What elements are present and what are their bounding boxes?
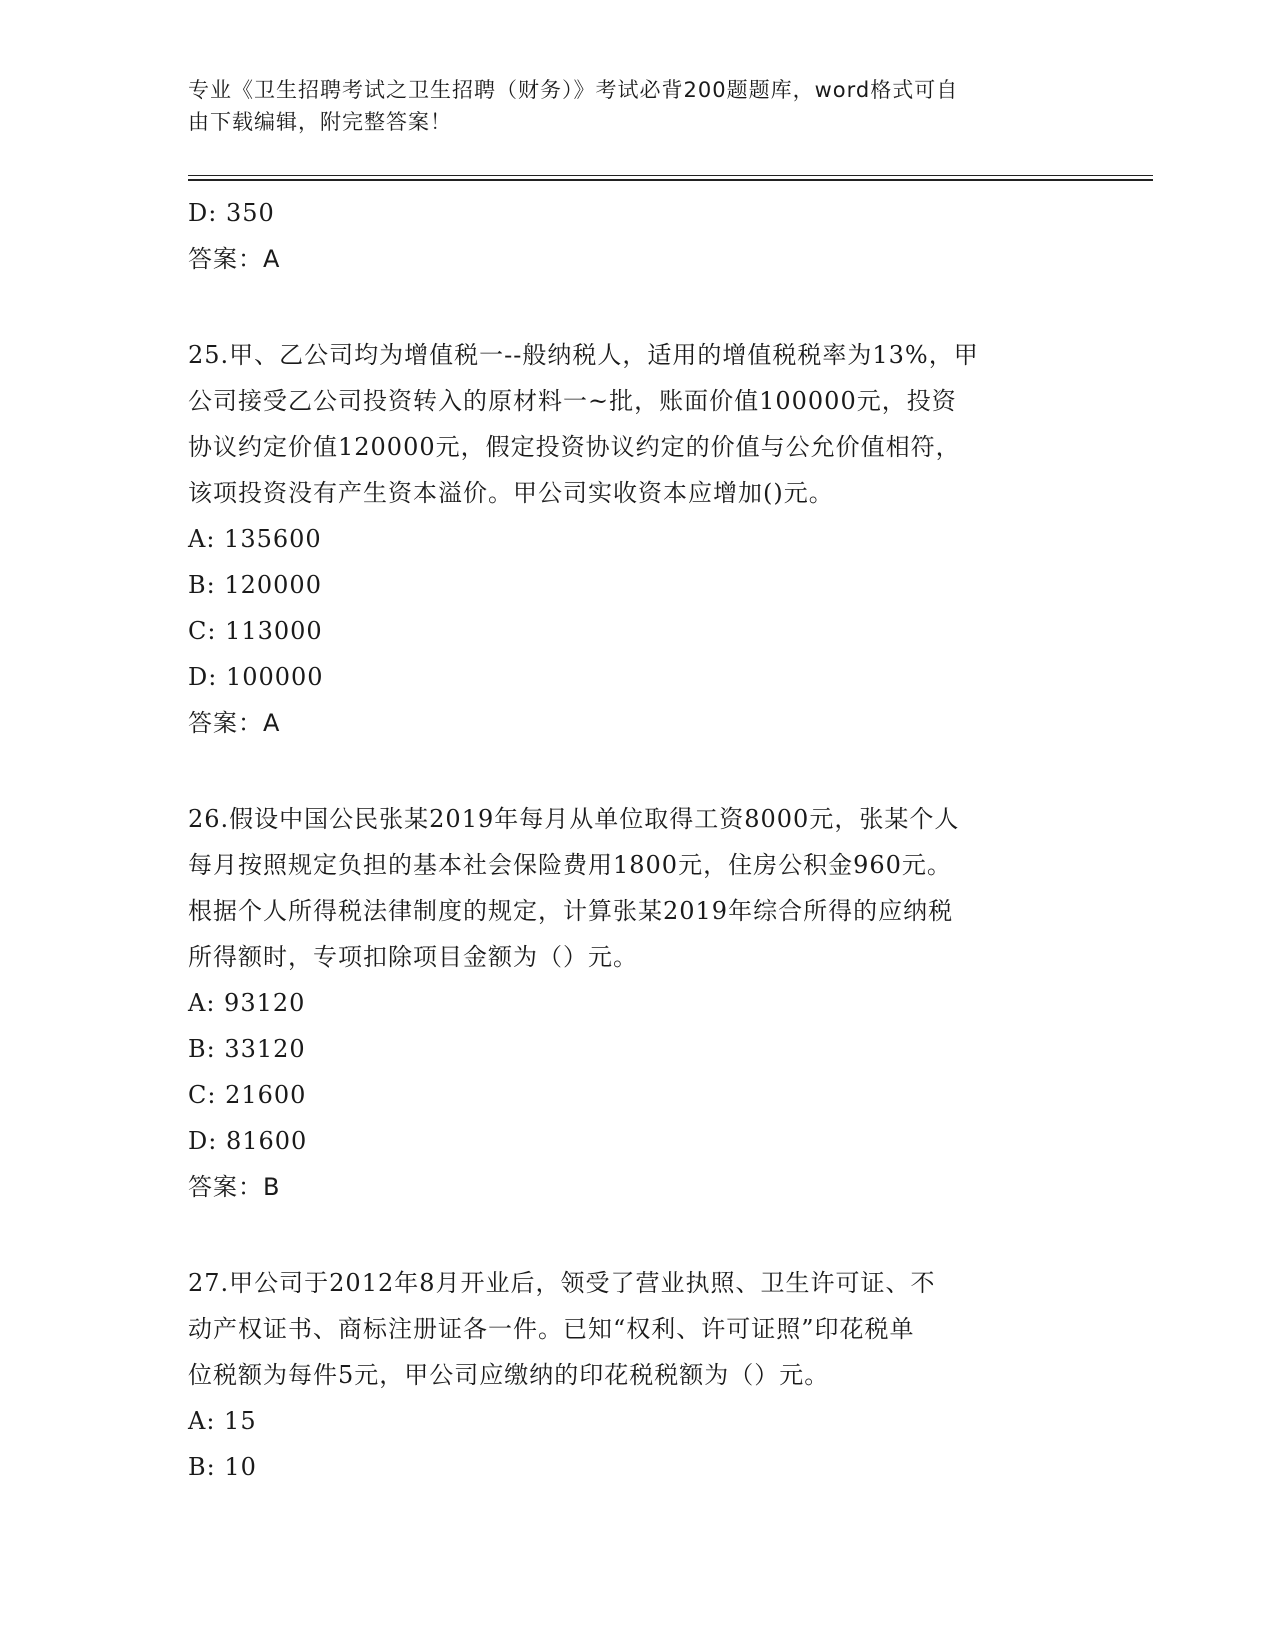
option-d: D: 350 [188,199,275,227]
question-text-line: 公司接受乙公司投资转入的原材料一~批，账面价值100000元，投资 [188,387,957,415]
option-b: B: 10 [188,1453,257,1481]
header-rule-thin [188,175,1153,176]
question-text-line: 26.假设中国公民张某2019年每月从单位取得工资8000元，张某个人 [188,805,960,833]
option-c: C: 113000 [188,617,323,645]
option-b: B: 33120 [188,1035,306,1063]
question-text-line: 协议约定价值120000元，假定投资协议约定的价值与公允价值相符， [188,433,961,461]
question-text-line: 位税额为每件5元，甲公司应缴纳的印花税税额为（）元。 [188,1361,830,1389]
option-d: D: 100000 [188,663,324,691]
answer: 答案：A [188,245,281,273]
question-text-line: 动产权证书、商标注册证各一件。已知“权利、许可证照”印花税单 [188,1315,915,1343]
question-text-line: 25.甲、乙公司均为增值税一--般纳税人，适用的增值税税率为13%，甲 [188,341,979,369]
question-text-line: 每月按照规定负担的基本社会保险费用1800元，住房公积金960元。 [188,851,952,879]
question-text-line: 该项投资没有产生资本溢价。甲公司实收资本应增加()元。 [188,479,834,507]
prev-question-tail [188,190,1088,282]
header-line-1: 专业《卫生招聘考试之卫生招聘（财务）》考试必背200题题库，word格式可自 [188,78,959,102]
answer: 答案：B [188,1173,281,1201]
option-a: A: 15 [188,1407,257,1435]
option-c: C: 21600 [188,1081,307,1109]
question-27 [188,1260,1088,1490]
header-line-2: 由下载编辑，附完整答案！ [188,110,452,134]
header-rule-thick [188,179,1153,181]
question-25 [188,332,1088,746]
option-a: A: 135600 [188,525,322,553]
page-header [188,74,1088,138]
question-text-line: 所得额时，专项扣除项目金额为（）元。 [188,943,638,971]
option-d: D: 81600 [188,1127,308,1155]
question-text-line: 根据个人所得税法律制度的规定，计算张某2019年综合所得的应纳税 [188,897,954,925]
document-body [188,190,1088,1490]
question-26 [188,796,1088,1210]
question-text-line: 27.甲公司于2012年8月开业后，领受了营业执照、卫生许可证、不 [188,1269,936,1297]
answer: 答案：A [188,709,281,737]
option-a: A: 93120 [188,989,306,1017]
option-b: B: 120000 [188,571,322,599]
